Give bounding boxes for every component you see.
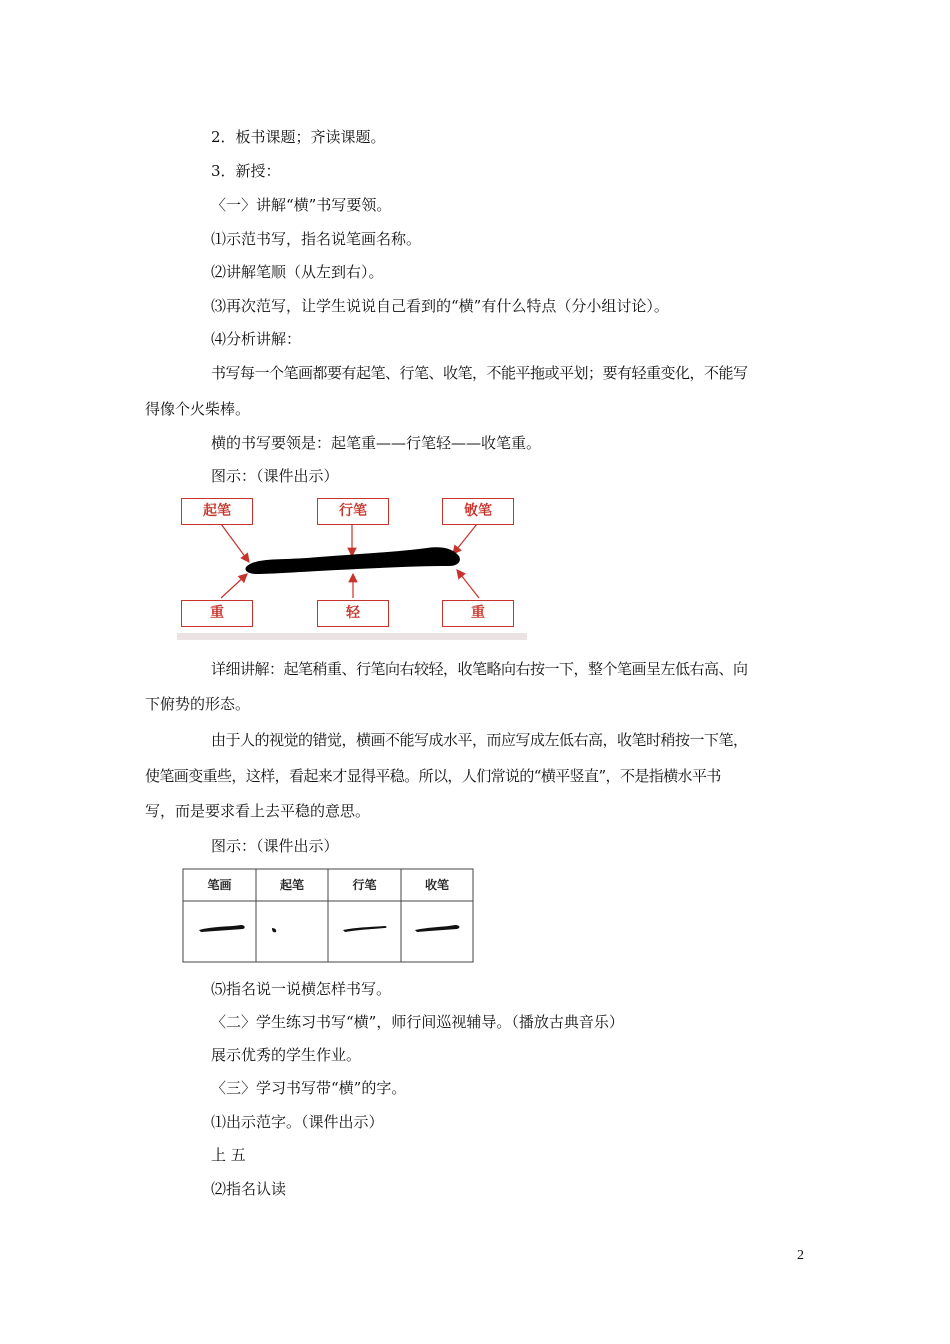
text-line: 上 五	[211, 1146, 246, 1164]
stroke-table	[177, 866, 475, 963]
text-line: 写，而是要求看上去平稳的意思。	[145, 802, 371, 820]
text-line: ⑵指名认读	[211, 1180, 287, 1198]
label-zhong-left: 重	[181, 600, 253, 627]
full-stroke-sample	[199, 925, 245, 932]
stroke-diagram	[177, 494, 527, 640]
text-line: 图示：（课件出示）	[211, 467, 339, 485]
text-line: ⑴出示范字。（课件出示）	[211, 1113, 384, 1131]
label-xingbi: 行笔	[317, 498, 389, 525]
text-line: 2．板书课题；齐读课题。	[211, 128, 386, 146]
text-line: 〈一〉讲解“横”书写要领。	[211, 196, 392, 214]
text-line: 展示优秀的学生作业。	[211, 1046, 362, 1064]
text-line: ⑷分析讲解：	[211, 330, 302, 348]
text-line: ⑶再次范写，让学生说说自己看到的“横”有什么特点（分小组讨论）。	[211, 297, 669, 315]
middle-stroke-sample	[343, 926, 387, 932]
text-line: 下俯势的形态。	[145, 695, 251, 713]
text-line: ⑴示范书写，指名说笔画名称。	[211, 230, 422, 248]
text-line: 3．新授：	[211, 162, 281, 180]
label-qing: 轻	[317, 600, 389, 627]
label-qibi: 起笔	[181, 498, 253, 525]
text-line: 详细讲解：起笔稍重、行笔向右较轻，收笔略向右按一下，整个笔画呈左低右高、向	[211, 660, 748, 678]
horizontal-stroke-shape	[245, 547, 459, 574]
text-line: 书写每一个笔画都要有起笔、行笔、收笔，不能平拖或平划；要有轻重变化，不能写	[211, 364, 748, 382]
text-line: 由于人的视觉的错觉，横画不能写成水平，而应写成左低右高，收笔时稍按一下笔，	[211, 731, 748, 749]
text-line: 图示：（课件出示）	[211, 837, 339, 855]
text-line: 〈二〉学生练习书写“横”，师行间巡视辅导。（播放古典音乐）	[211, 1013, 624, 1031]
end-stroke-sample	[415, 925, 459, 932]
text-line: ⑸指名说一说横怎样书写。	[211, 980, 392, 998]
page-number: 2	[797, 1248, 804, 1263]
text-line: 〈三〉学习书写带“横”的字。	[211, 1079, 407, 1097]
table-header-qibi: 起笔	[279, 878, 304, 892]
diagram-shadow	[177, 633, 527, 640]
text-line: ⑵讲解笔顺（从左到右）。	[211, 263, 384, 281]
table-header-bihua: 笔画	[207, 878, 232, 892]
text-line: 得像个火柴棒。	[145, 400, 251, 418]
text-line: 使笔画变重些，这样，看起来才显得平稳。所以，人们常说的“横平竖直”，不是指横水平书	[145, 767, 721, 785]
start-stroke-sample	[272, 928, 276, 932]
text-line: 横的书写要领是：起笔重——行笔轻——收笔重。	[211, 434, 542, 452]
table-header-shoubi: 收笔	[424, 878, 449, 892]
table-header-xingbi: 行笔	[352, 878, 377, 892]
label-shoubi: 敂笔	[442, 498, 514, 525]
label-zhong-right: 重	[442, 600, 514, 627]
